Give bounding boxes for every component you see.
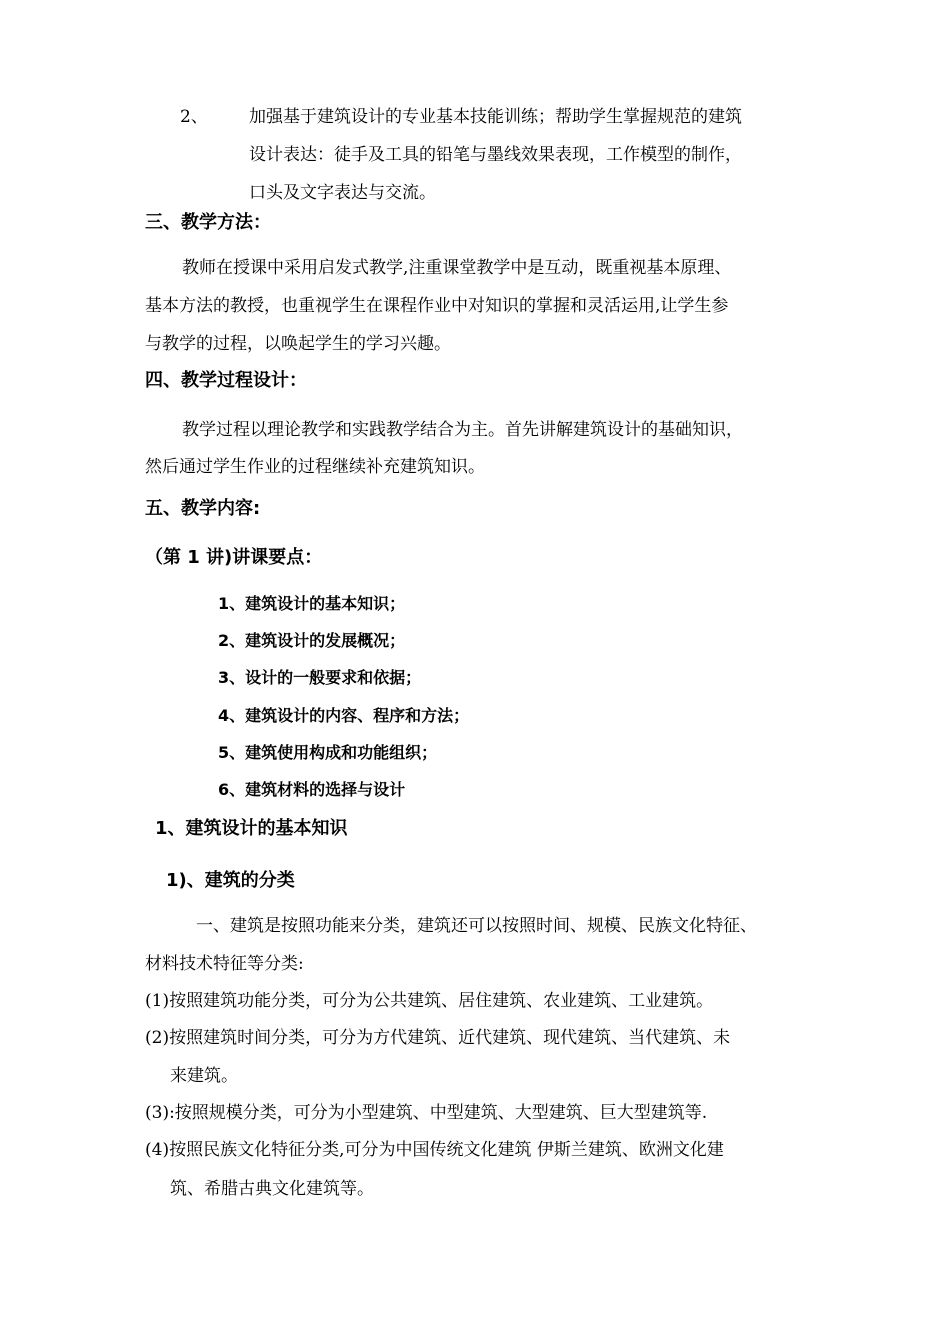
lecture-point: 3、设计的一般要求和依据； — [218, 668, 422, 687]
lecture-point: 6、建筑材料的选择与设计 — [218, 780, 406, 799]
classification-item: (1)按照建筑功能分类，可分为公共建筑、居住建筑、农业建筑、工业建筑。 — [145, 991, 714, 1011]
section-heading-process-design: 四、教学过程设计： — [145, 370, 307, 391]
classification-item-continuation: 来建筑。 — [170, 1066, 238, 1086]
paragraph-line: 教师在授课中采用启发式教学,注重课堂教学中是互动，既重视基本原理、 — [182, 258, 732, 278]
section-heading-teaching-methods: 三、教学方法： — [145, 212, 271, 233]
classification-item: (3):按照规模分类，可分为小型建筑、中型建筑、大型建筑、巨大型建筑等. — [145, 1103, 708, 1123]
intro-item-line: 口头及文字表达与交流。 — [249, 183, 436, 203]
paragraph-line: 然后通过学生作业的过程继续补充建筑知识。 — [145, 457, 485, 477]
lecture-point: 2、建筑设计的发展概况； — [218, 631, 406, 650]
paragraph-line: 一、建筑是按照功能来分类，建筑还可以按照时间、规模、民族文化特征、 — [196, 916, 757, 936]
intro-item-line: 加强基于建筑设计的专业基本技能训练；帮助学生掌握规范的建筑 — [249, 107, 742, 127]
lecture-point: 5、建筑使用构成和功能组织； — [218, 743, 438, 762]
intro-item-line: 设计表达：徒手及工具的铅笔与墨线效果表现，工作模型的制作， — [249, 145, 742, 165]
lecture-heading: （第 1 讲)讲课要点： — [145, 547, 323, 568]
lecture-point: 4、建筑设计的内容、程序和方法； — [218, 706, 470, 725]
paragraph-line: 与教学的过程，以唤起学生的学习兴趣。 — [145, 334, 451, 354]
lecture-point: 1、建筑设计的基本知识； — [218, 594, 406, 613]
paragraph-line: 材料技术特征等分类: — [145, 954, 304, 974]
topic-heading: 1、建筑设计的基本知识 — [155, 818, 348, 839]
classification-item: (2)按照建筑时间分类，可分为方代建筑、近代建筑、现代建筑、当代建筑、未 — [145, 1028, 731, 1048]
paragraph-line: 教学过程以理论教学和实践教学结合为主。首先讲解建筑设计的基础知识， — [182, 420, 743, 440]
paragraph-line: 基本方法的教授，也重视学生在课程作业中对知识的掌握和灵活运用,让学生参 — [145, 296, 729, 316]
intro-item-number: 2、 — [180, 107, 208, 127]
classification-item: (4)按照民族文化特征分类,可分为中国传统文化建筑 伊斯兰建筑、欧洲文化建 — [145, 1140, 724, 1160]
classification-item-continuation: 筑、希腊古典文化建筑等。 — [170, 1179, 374, 1199]
topic-subheading: 1)、建筑的分类 — [166, 870, 295, 891]
section-heading-teaching-content: 五、教学内容: — [145, 498, 261, 519]
